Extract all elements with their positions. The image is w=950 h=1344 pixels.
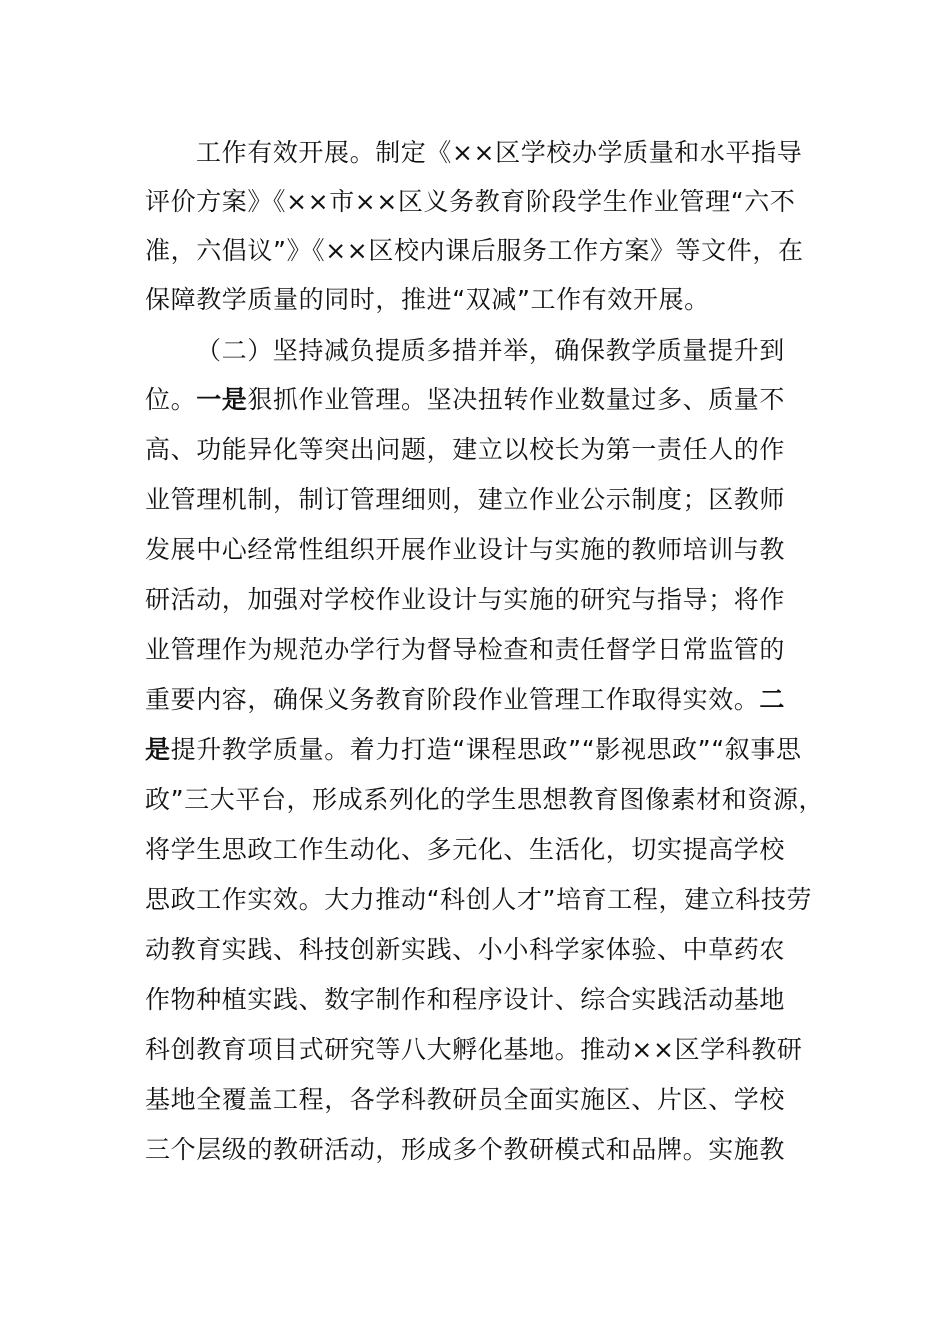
bold-marker: 二 xyxy=(759,685,786,714)
text-line xyxy=(145,635,785,665)
line-text: 思政工作实效。大力推动“科创人才”培育工程，建立科技劳 xyxy=(145,885,813,914)
text-line xyxy=(145,485,785,515)
line-text: 位。 xyxy=(145,385,197,414)
line-text: （二）坚持减负提质多措并举，确保教学质量提升到 xyxy=(196,336,785,365)
bold-marker: 是 xyxy=(145,735,171,764)
text-line xyxy=(145,835,785,865)
text-line xyxy=(145,1135,785,1165)
text-line xyxy=(196,138,802,168)
line-text: 工作有效开展。制定《××区学校办学质量和水平指导 xyxy=(196,138,803,167)
text-line xyxy=(145,1085,785,1115)
text-line xyxy=(145,236,804,266)
line-text: 作物种植实践、数字制作和程序设计、综合实践活动基地 xyxy=(145,985,786,1014)
line-text: 将学生思政工作生动化、多元化、生活化，切实提高学校 xyxy=(145,835,786,864)
line-text: 评价方案》《××市××区义务教育阶段学生作业管理“六不 xyxy=(145,187,796,216)
text-line xyxy=(145,435,785,465)
text-line xyxy=(145,785,824,815)
line-text: 高、功能异化等突出问题，建立以校长为第一责任人的作 xyxy=(145,435,786,464)
line-text: 研活动，加强对学校作业设计与实施的研究与指导；将作 xyxy=(145,585,786,614)
text-line xyxy=(145,1035,803,1065)
line-text: 业管理作为规范办学行为督导检查和责任督学日常监管的 xyxy=(145,635,786,664)
line-text: 基地全覆盖工程，各学科教研员全面实施区、片区、学校 xyxy=(145,1085,786,1114)
text-line xyxy=(145,385,785,415)
text-line xyxy=(145,735,802,765)
line-text: 动教育实践、科技创新实践、小小科学家体验、中草药农 xyxy=(145,935,786,964)
line-text: 三个层级的教研活动，形成多个教研模式和品牌。实施教 xyxy=(145,1135,786,1164)
text-line xyxy=(145,685,785,715)
text-line xyxy=(145,285,710,315)
line-text: 科创教育项目式研究等八大孵化基地。推动××区学科教研 xyxy=(145,1035,803,1064)
text-line xyxy=(145,935,785,965)
line-text: 政”三大平台，形成系列化的学生思想教育图像素材和资源， xyxy=(145,785,825,814)
section-heading xyxy=(196,336,785,366)
line-text: 保障教学质量的同时，推进“双减”工作有效开展。 xyxy=(145,285,710,314)
line-text: 重要内容，确保义务教育阶段作业管理工作取得实效。 xyxy=(145,685,760,714)
line-text: 提升教学质量。着力打造“课程思政”“影视思政”“叙事思 xyxy=(170,735,802,764)
text-line xyxy=(145,187,795,217)
line-text: 准，六倡议”》《××区校内课后服务工作方案》等文件，在 xyxy=(145,236,804,265)
text-line xyxy=(145,535,785,565)
text-line xyxy=(145,585,785,615)
text-line xyxy=(145,985,785,1015)
line-text: 业管理机制，制订管理细则，建立作业公示制度；区教师 xyxy=(145,485,786,514)
line-text: 发展中心经常性组织开展作业设计与实施的教师培训与教 xyxy=(145,535,786,564)
bold-marker: 一是 xyxy=(196,385,248,414)
text-line xyxy=(145,885,812,915)
line-text: 狠抓作业管理。坚决扭转作业数量过多、质量不 xyxy=(247,385,786,414)
